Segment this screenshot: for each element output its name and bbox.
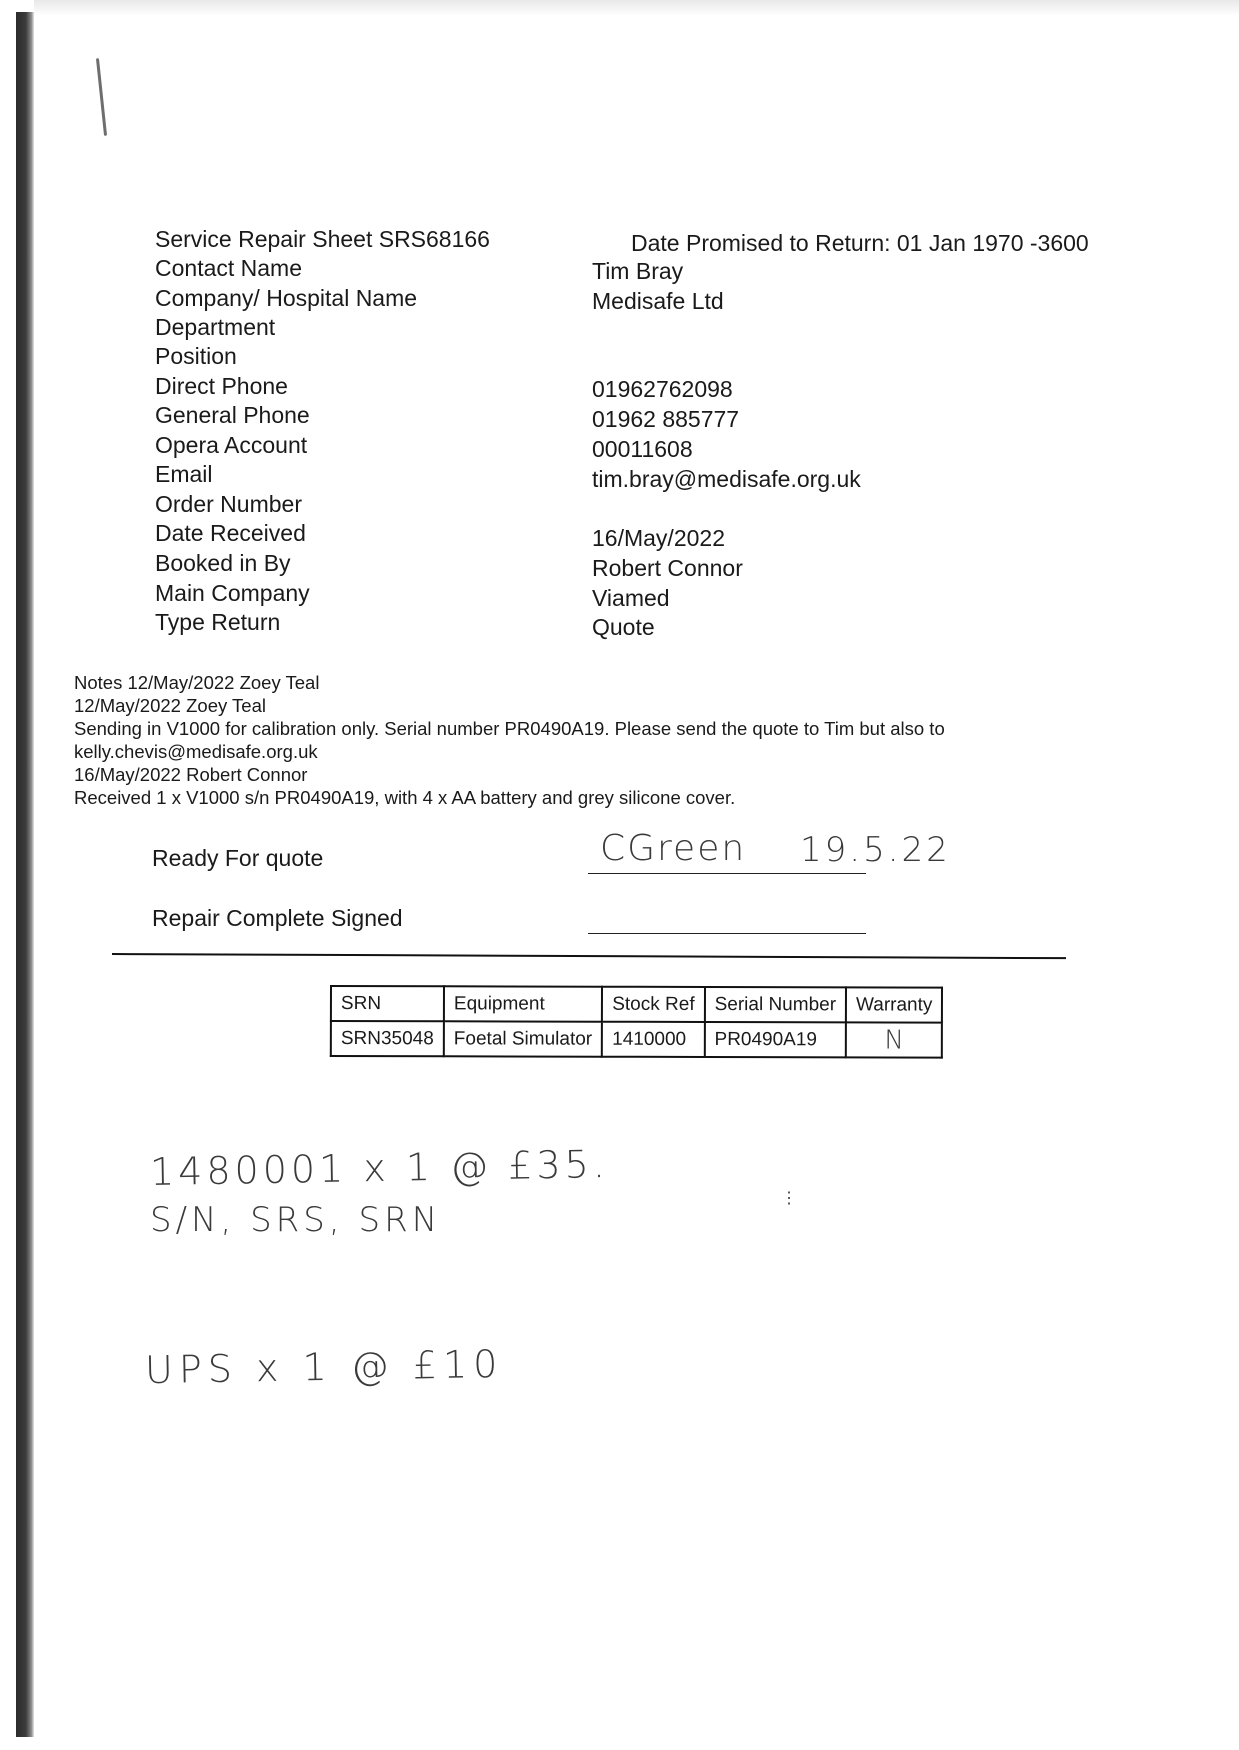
pen-stroke-mark <box>96 58 107 136</box>
field-value: 16/May/2022 <box>592 525 725 551</box>
date-promised: Date Promised to Return: 01 Jan 1970 -3600 <box>631 230 1089 256</box>
sheet-title: Service Repair Sheet SRS68166 <box>155 226 490 252</box>
field-label: Email <box>155 461 213 487</box>
notes-block <box>74 671 945 809</box>
handwritten-line: UPS x 1 @ £10 <box>144 1341 504 1393</box>
field-value: Medisafe Ltd <box>592 288 724 314</box>
scan-shadow-edge <box>16 12 34 1737</box>
note-line: Sending in V1000 for calibration only. Serial number PR0490A19. Please send the quote to Tim but also to <box>74 718 945 739</box>
header-warranty: Warranty <box>846 987 942 1022</box>
ready-signature: CGreen <box>600 828 747 869</box>
field-value: 01962 885777 <box>592 406 740 432</box>
ready-signature-line <box>588 873 866 874</box>
note-line: kelly.chevis@medisafe.org.uk <box>74 741 318 762</box>
field-label: Order Number <box>155 491 302 517</box>
scan-shadow-top <box>34 0 1239 16</box>
note-line: Notes 12/May/2022 Zoey Teal <box>74 672 320 693</box>
field-value: 01962762098 <box>592 376 733 402</box>
note-line: 16/May/2022 Robert Connor <box>74 764 308 785</box>
cell-stock-ref: 1410000 <box>602 1022 704 1057</box>
note-line: 12/May/2022 Zoey Teal <box>74 695 266 716</box>
ready-signature-date: 19.5.22 <box>800 830 951 870</box>
field-label: Opera Account <box>155 432 308 458</box>
ready-for-quote-label: Ready For quote <box>152 845 324 871</box>
cell-warranty: N <box>846 1022 942 1057</box>
field-value: Robert Connor <box>592 555 743 581</box>
header-srn: SRN <box>331 986 444 1021</box>
header-equipment: Equipment <box>444 986 602 1021</box>
field-value: Tim Bray <box>592 258 684 284</box>
cell-serial-number: PR0490A19 <box>704 1022 846 1057</box>
repair-complete-label: Repair Complete Signed <box>152 905 403 931</box>
handwritten-line: S/N, SRS, SRN <box>150 1200 442 1240</box>
table-row <box>331 1021 943 1058</box>
field-label: Position <box>155 343 237 369</box>
header-serial-number: Serial Number <box>705 987 847 1022</box>
field-label: Booked in By <box>155 550 291 576</box>
note-line: Received 1 x V1000 s/n PR0490A19, with 4 x AA battery and grey silicone cover. <box>74 787 736 808</box>
field-value: Viamed <box>592 585 670 611</box>
field-label: Date Received <box>155 520 306 546</box>
repair-complete-signature-line <box>588 933 866 934</box>
table-header-row <box>331 986 943 1023</box>
header-stock-ref: Stock Ref <box>602 987 704 1022</box>
cell-equipment: Foetal Simulator <box>444 1021 602 1056</box>
field-label: Contact Name <box>155 255 303 281</box>
field-label: Company/ Hospital Name <box>155 285 418 311</box>
cell-srn: SRN35048 <box>331 1021 444 1056</box>
stray-pen-mark: ⋮ <box>781 1188 797 1207</box>
field-value: tim.bray@medisafe.org.uk <box>592 466 861 492</box>
field-value: Quote <box>592 614 655 640</box>
field-label: General Phone <box>155 402 310 428</box>
field-label: Main Company <box>155 580 310 606</box>
section-divider <box>112 953 1066 959</box>
handwritten-line: 1480001 x 1 @ £35. <box>149 1141 610 1195</box>
equipment-table <box>330 985 944 1059</box>
field-label: Department <box>155 314 276 340</box>
field-label: Type Return <box>155 609 281 635</box>
field-value: 00011608 <box>592 436 693 462</box>
field-label: Direct Phone <box>155 373 288 399</box>
